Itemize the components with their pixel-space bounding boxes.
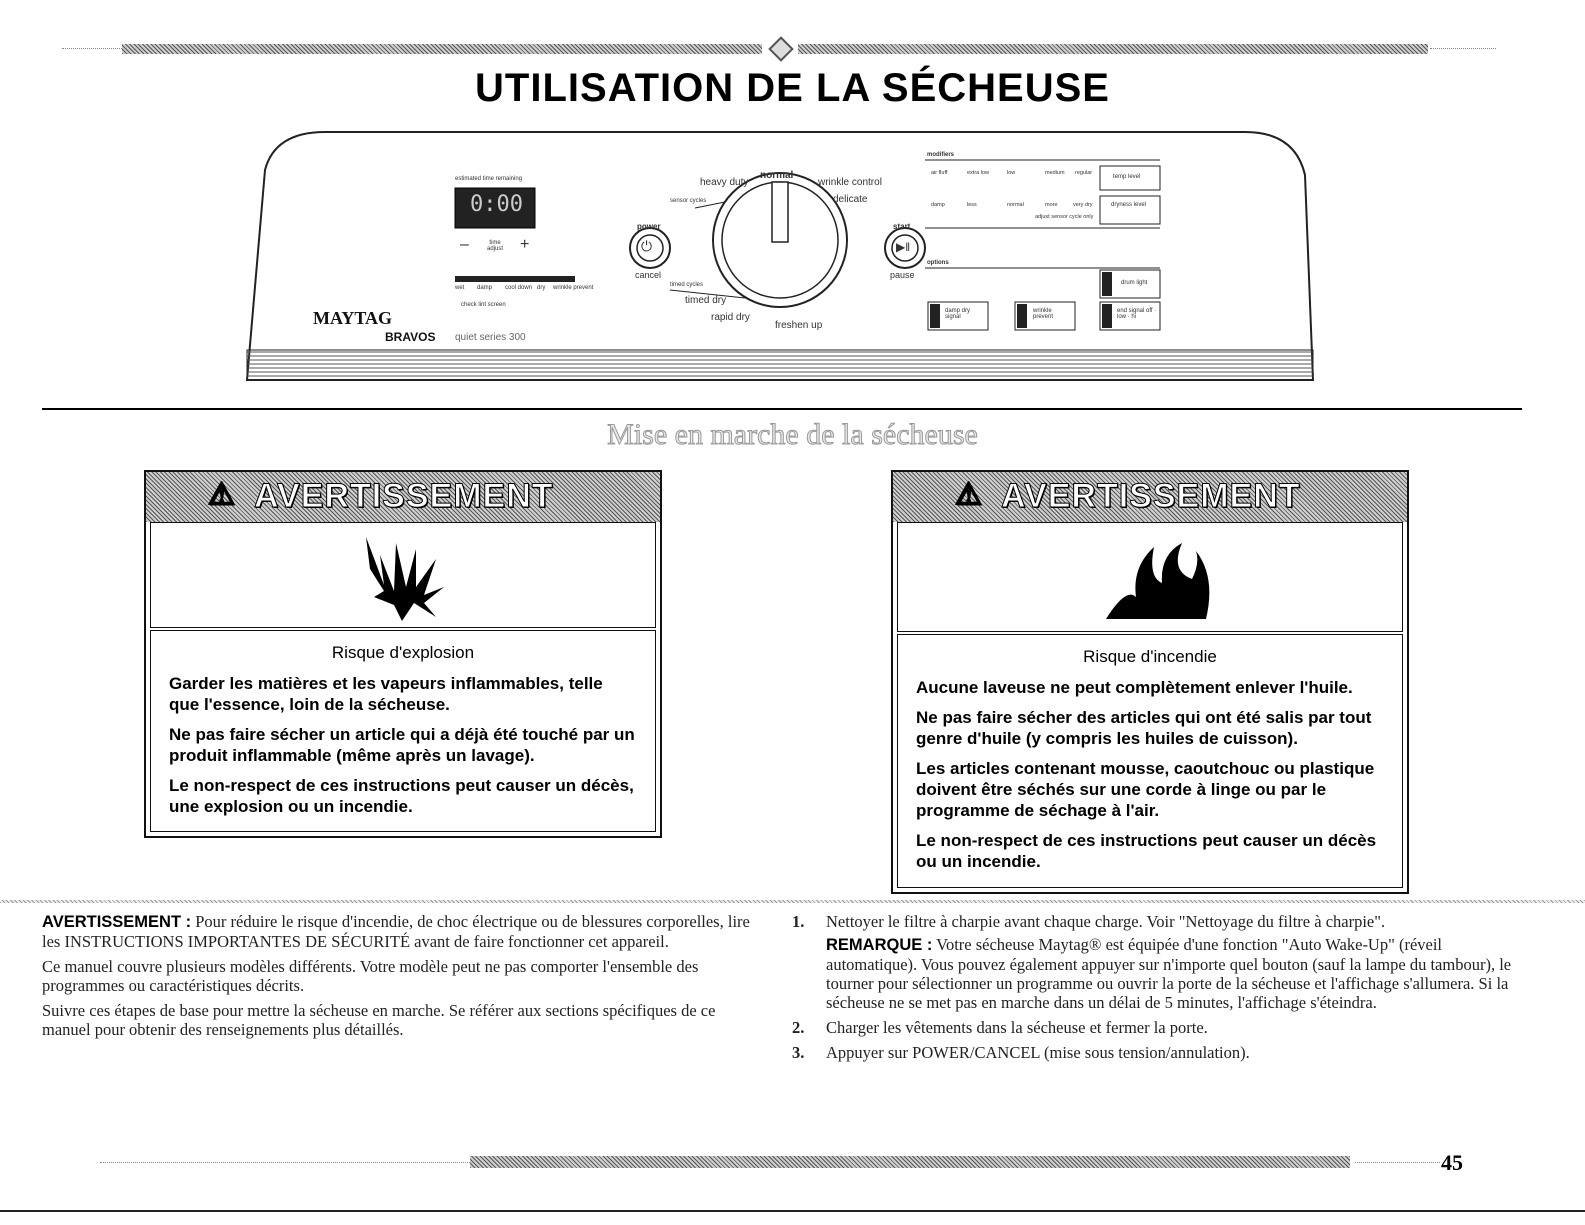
warning-header — [146, 472, 660, 522]
safety-warning-paragraph — [42, 912, 762, 951]
top-dotted-rule — [62, 48, 122, 49]
warning-paragraph: Le non-respect de ces instructions peut causer un décès ou un incendie. — [916, 831, 1377, 871]
step-number: 1. — [792, 912, 805, 931]
warning-text-area — [150, 630, 656, 832]
note-label: REMARQUE : — [826, 936, 933, 954]
intro-text-column — [42, 912, 762, 1045]
warning-paragraph: Garder les matières et les vapeurs inflammables, telle que l'essence, loin de la sécheuse. — [169, 674, 603, 714]
pause-label: pause — [890, 270, 915, 280]
temp-option-medium: medium — [1045, 170, 1065, 176]
bottom-dotted-rule — [100, 1162, 470, 1163]
body-separator-band — [0, 900, 1585, 903]
warning-header-text: AVERTISSEMENT — [1001, 477, 1301, 515]
section-subtitle: Mise en marche de la sécheuse — [607, 418, 978, 451]
warning-paragraph: Les articles contenant mousse, caoutchouc ou plastique doivent être séchés sur une corde à linge ou par le programme de séchage à l'air. — [916, 759, 1375, 820]
step-text: Appuyer sur POWER/CANCEL (mise sous tension/annulation). — [826, 1043, 1250, 1062]
risk-title: Risque d'explosion — [331, 643, 475, 662]
warning-box-explosion — [144, 470, 662, 838]
sensor-cycles-label: sensor cycles — [670, 198, 707, 204]
warning-paragraph: Le non-respect de ces instructions peut causer un décès, une explosion ou un incendie. — [169, 776, 634, 816]
explosion-icon-area — [150, 522, 656, 628]
cancel-label: cancel — [635, 270, 662, 280]
cycle-freshen-up[interactable]: freshen up — [775, 320, 823, 331]
step-item — [792, 912, 1517, 1012]
step-item — [792, 1043, 1517, 1062]
step-note — [826, 935, 1517, 1012]
bottom-hatched-band — [470, 1156, 1350, 1168]
dryness-option-very-dry: very dry — [1073, 202, 1093, 208]
temp-level-button[interactable]: temp level — [1113, 174, 1141, 180]
status-label-wet: wet — [455, 285, 465, 291]
damp-dry-signal-button[interactable]: damp dry signal — [945, 308, 971, 320]
end-signal-button[interactable]: end signal off · low · hi — [1117, 308, 1157, 320]
series-label: quiet series 300 — [455, 332, 526, 343]
dryness-level-button[interactable]: dryness level — [1111, 202, 1147, 208]
warning-header — [893, 472, 1407, 522]
display-label: estimated time remaining — [455, 176, 523, 182]
power-label: power — [637, 222, 661, 231]
page-number: 45 — [1441, 1150, 1463, 1175]
dryness-note: adjust sensor cycle only — [1035, 214, 1094, 220]
warning-header-text: AVERTISSEMENT — [254, 477, 554, 515]
status-label-wrinkle-prevent: wrinkle prevent — [553, 285, 594, 291]
cycle-rapid-dry[interactable]: rapid dry — [711, 312, 750, 323]
bottom-dotted-rule-right — [1355, 1162, 1440, 1163]
warning-paragraph: Ne pas faire sécher des articles qui ont été salis par tout genre d'huile (y compris les huiles de cuisson). — [916, 708, 1372, 748]
cycle-heavy-duty[interactable]: heavy duty — [700, 177, 749, 188]
warning-box-fire — [891, 470, 1409, 894]
step-text: Charger les vêtements dans la sécheuse et fermer la porte. — [826, 1018, 1208, 1037]
risk-title: Risque d'incendie — [1083, 647, 1217, 666]
warning-text-area — [897, 634, 1403, 888]
drum-light-button[interactable]: drum light — [1121, 280, 1148, 286]
instructions-paragraph: Suivre ces étapes de base pour mettre la sécheuse en marche. Se référer aux sections spécifiques de ce manuel pour obtenir des renseignements plus détaillés. — [42, 1001, 716, 1039]
warning-triangle-icon: ⚠ — [208, 478, 236, 511]
top-dotted-rule-right — [1430, 48, 1496, 49]
temp-option-air-fluff: air fluff — [931, 170, 948, 176]
temp-option-low: low — [1007, 170, 1016, 176]
temp-option-extra-low: extra low — [967, 170, 990, 176]
top-hatched-band-right — [798, 44, 1428, 54]
dryness-option-normal: normal — [1007, 202, 1024, 208]
time-minus-button[interactable]: – — [460, 236, 469, 253]
dryness-option-less: less — [967, 202, 977, 208]
time-adjust-label: time adjust — [486, 240, 503, 252]
status-label-dry: dry — [537, 285, 546, 291]
temp-option-regular: regular — [1075, 170, 1093, 176]
step-text: Nettoyer le filtre à charpie avant chaque charge. Voir "Nettoyage du filtre à charpie". — [826, 912, 1386, 931]
step-item — [792, 1018, 1517, 1037]
status-label-cool-down: cool down — [505, 285, 533, 291]
page-bottom-rule — [0, 1210, 1585, 1212]
top-diamond-ornament — [768, 36, 793, 61]
top-hatched-band — [122, 44, 762, 54]
safety-warning-text: Pour réduire le risque d'incendie, de choc électrique ou de blessures corporelles, lire les INSTRUCTIONS IMPORTANTES DE SÉCURITÉ avant de faire fonctionner cet appareil. — [42, 912, 750, 951]
warning-triangle-icon: ⚠ — [955, 478, 983, 511]
dryness-option-more: more — [1045, 202, 1058, 208]
steps-column — [792, 912, 1517, 1068]
brand-logo: MAYTAG — [313, 308, 393, 328]
step-number: 3. — [792, 1043, 805, 1062]
model-logo: BRAVOS — [385, 330, 436, 344]
time-display: 0:00 — [470, 192, 523, 217]
start-button[interactable]: ▶‖ — [896, 240, 911, 254]
dryness-option-damp: damp — [931, 202, 945, 208]
fire-icon — [1096, 527, 1216, 627]
cycle-wrinkle-control[interactable]: wrinkle control — [818, 177, 882, 188]
start-label: start — [893, 222, 911, 231]
options-label: options — [927, 260, 949, 266]
fire-icon-area — [897, 522, 1403, 632]
warning-paragraph: Aucune laveuse ne peut complètement enlever l'huile. — [916, 678, 1353, 697]
wrinkle-prevent-button[interactable]: wrinkle prevent — [1033, 308, 1054, 320]
power-button[interactable]: ⏻ — [641, 238, 653, 254]
page-title: UTILISATION DE LA SÉCHEUSE — [475, 66, 1110, 110]
models-note-paragraph: Ce manuel couvre plusieurs modèles différents. Votre modèle peut ne pas comporter l'ensemble des programmes ou caractéristiques décrits. — [42, 957, 699, 995]
step-number: 2. — [792, 1018, 805, 1037]
section-divider — [42, 408, 1522, 410]
check-lint-label: check lint screen — [461, 302, 506, 308]
dryer-control-panel — [245, 130, 1315, 398]
warning-paragraph: Ne pas faire sécher un article qui a déjà été touché par un produit inflammable (même après un lavage). — [169, 725, 635, 765]
cycle-normal[interactable]: normal — [760, 170, 794, 181]
note-text: Votre sécheuse Maytag® est équipée d'une fonction "Auto Wake-Up" (réveil automatique). Vous pouvez également appuyer sur n'importe quel bouton (sauf la lampe du tambour), le tourner pour sélectionner un programme ou ouvrir la porte de la sécheuse et l'affichage s'allumera. Si la sécheuse ne se met pas en marche dans un délai de 5 minutes, l'affichage s'éteindra. — [826, 935, 1512, 1012]
cycle-delicate[interactable]: delicate — [833, 194, 868, 205]
status-label-damp: damp — [477, 285, 493, 291]
cycle-timed-dry[interactable]: timed dry — [685, 295, 727, 306]
time-plus-button[interactable]: + — [520, 236, 530, 253]
safety-warning-label: AVERTISSEMENT : — [42, 913, 192, 931]
modifiers-label: modifiers — [927, 152, 955, 158]
timed-cycles-label: timed cycles — [670, 282, 704, 288]
explosion-icon — [344, 525, 464, 625]
